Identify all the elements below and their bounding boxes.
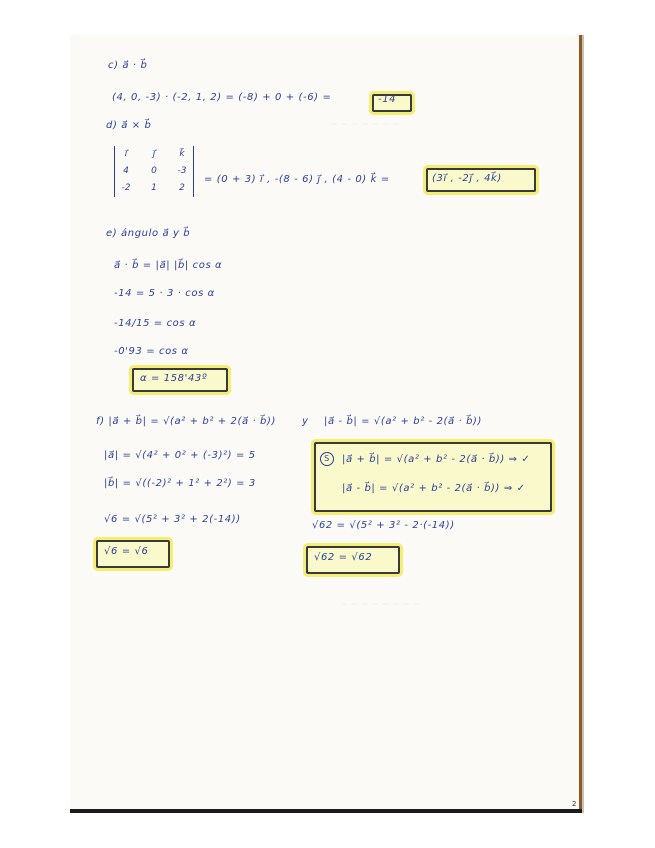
section-c-line: (4, 0, -3) · (-2, 1, 2) = (-8) + 0 + (-6) = (112, 92, 332, 103)
summary-highlight (314, 442, 552, 512)
section-e-line: a⃗ · b⃗ = |a⃗| |b⃗| cos α (114, 260, 223, 271)
page-spine (579, 35, 582, 813)
matrix-cell: 0 (151, 166, 157, 176)
section-e-line: -14 = 5 · 3 · cos α (114, 288, 215, 299)
matrix-cell: j⃗ (152, 149, 156, 159)
right-result: √62 = √62 (314, 552, 373, 563)
bleed-through-text: ~ ~ ~ ~ ~ ~ ~ ~ (340, 600, 421, 610)
page-number: 2 (572, 800, 577, 808)
section-e-line: -14/15 = cos α (114, 318, 197, 329)
matrix-cell: -3 (177, 166, 187, 176)
right-calculation: √62 = √(5² + 3² - 2·(-14)) (312, 520, 455, 531)
summary-line-2: |a⃗ - b⃗| = √(a² + b² - 2(a⃗ · b⃗)) ⇒ ✓ (342, 483, 526, 494)
matrix-cell: 1 (151, 183, 157, 193)
summary-marker: S (320, 452, 334, 466)
section-c-title: c) a⃗ · b⃗ (108, 60, 148, 71)
section-f-conjunction: y (302, 416, 309, 427)
matrix-row (119, 146, 189, 163)
modulus-b: |b⃗| = √((-2)² + 1² + 2²) = 3 (104, 478, 256, 489)
section-f-right-title: |a⃗ - b⃗| = √(a² + b² - 2(a⃗ · b⃗)) (324, 416, 483, 427)
modulus-a: |a⃗| = √(4² + 0² + (-3)²) = 5 (104, 450, 256, 461)
page-bottom-edge (70, 809, 582, 813)
left-result: √6 = √6 (104, 546, 149, 557)
section-e-line: -0'93 = cos α (114, 346, 189, 357)
section-e-result: α = 158'43º (140, 373, 208, 384)
matrix-cell: k⃗ (179, 149, 185, 159)
summary-line-1: |a⃗ + b⃗| = √(a² + b² - 2(a⃗ · b⃗)) ⇒ ✓ (342, 454, 531, 465)
section-d-result: (3i⃗ , -2j⃗ , 4k⃗) (432, 173, 502, 184)
section-d-expansion: = (0 + 3) i⃗ , -(8 - 6) j⃗ , (4 - 0) k⃗ = (204, 174, 390, 185)
matrix-row (119, 163, 189, 180)
section-f-left-title: f) |a⃗ + b⃗| = √(a² + b² + 2(a⃗ · b⃗)) (96, 416, 277, 427)
matrix-row (119, 180, 189, 197)
section-c-result: -14 (378, 94, 397, 105)
section-e-title: e) ángulo a⃗ y b⃗ (106, 228, 191, 239)
matrix-cell: 2 (179, 183, 185, 193)
bleed-through-text: ~ ~ ~ ~ ~ ~ ~ (330, 120, 400, 130)
matrix-cell: 4 (123, 166, 129, 176)
section-d-title: d) a⃗ × b⃗ (106, 120, 152, 131)
matrix-cell: -2 (121, 183, 131, 193)
left-calculation: √6 = √(5² + 3² + 2(-14)) (104, 514, 241, 525)
matrix-cell: i⃗ (124, 149, 128, 159)
determinant-matrix (114, 146, 194, 197)
